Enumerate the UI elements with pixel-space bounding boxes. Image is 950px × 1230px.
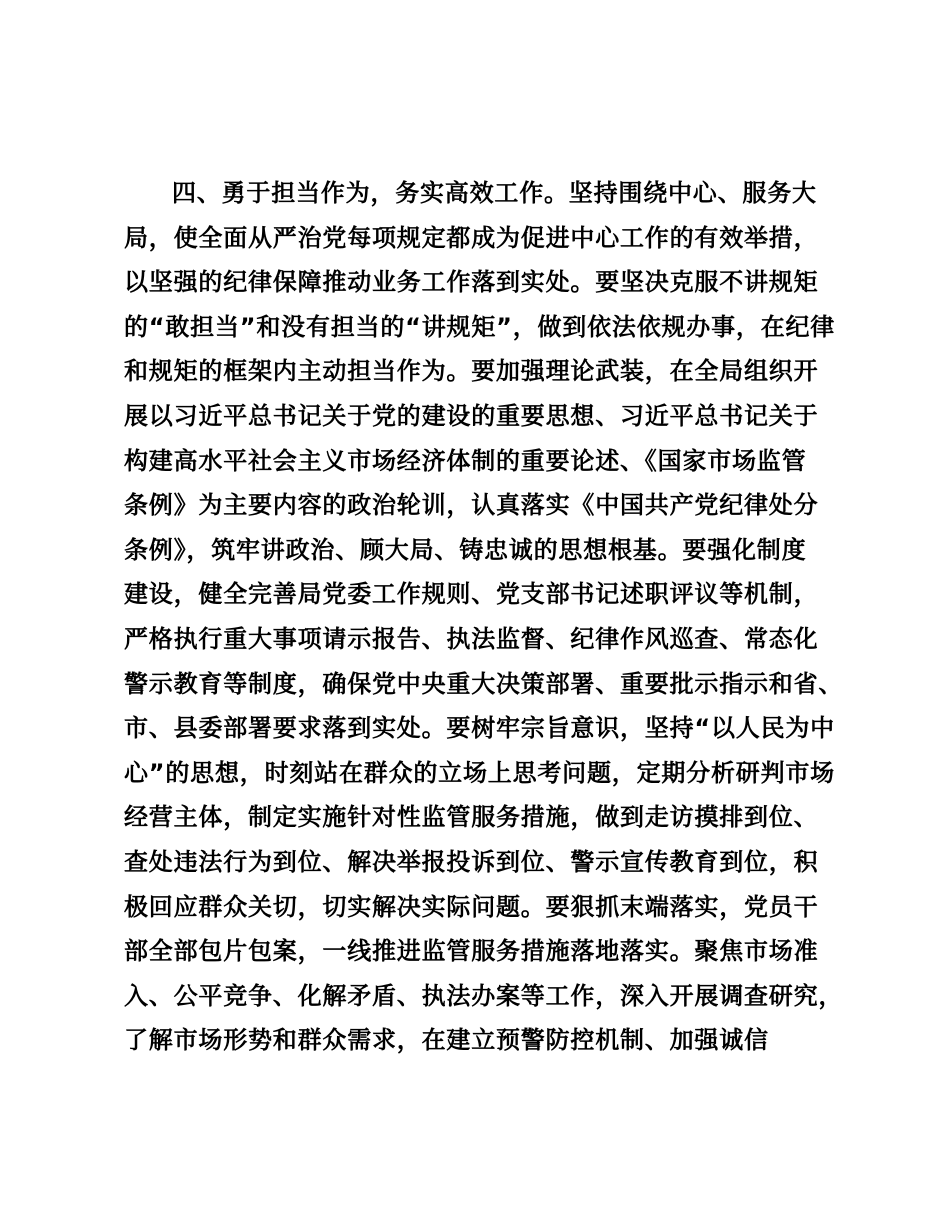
paragraph-line: 条例》，筑牢讲政治、顾大局、铸忠诚的思想根基。要强化制度 — [124, 535, 807, 564]
paragraph-line: 以坚强的纪律保障推动业务工作落到实处。要坚决克服不讲规矩 — [124, 268, 819, 297]
paragraph-line: 建设，健全完善局党委工作规则、党支部书记述职评议等机制， — [124, 580, 819, 609]
body-paragraph — [124, 171, 864, 1063]
paragraph-line: 警示教育等制度，确保党中央重大决策部署、重要批示指示和省、 — [124, 669, 844, 698]
paragraph-line: 心”的思想，时刻站在群众的立场上思考问题，定期分析研判市场 — [124, 758, 835, 787]
paragraph-line: 四、勇于担当作为，务实高效工作。坚持围绕中心、服务大 — [172, 179, 817, 207]
paragraph-line: 构建高水平社会主义市场经济体制的重要论述、《国家市场监管 — [124, 446, 807, 475]
paragraph-line: 局，使全面从严治党每项规定都成为促进中心工作的有效举措， — [124, 223, 819, 252]
paragraph-line: 经营主体，制定实施针对性监管服务措施，做到走访摸排到位、 — [124, 803, 819, 832]
paragraph-line: 条例》为主要内容的政治轮训，认真落实《中国共产党纪律处分 — [124, 491, 819, 520]
paragraph-line: 了解市场形势和群众需求，在建立预警防控机制、加强诚信 — [124, 1026, 769, 1055]
paragraph-line: 入、公平竞争、化解矛盾、执法办案等工作，深入开展调查研究， — [124, 981, 844, 1010]
paragraph-line: 的“敢担当”和没有担当的“讲规矩”，做到依法依规办事，在纪律 — [124, 312, 836, 341]
paragraph-line: 极回应群众关切，切实解决实际问题。要狠抓末端落实，党员干 — [124, 892, 819, 921]
paragraph-line: 部全部包片包案，一线推进监管服务措施落地落实。聚焦市场准 — [124, 937, 819, 966]
paragraph-line: 展以习近平总书记关于党的建设的重要思想、习近平总书记关于 — [124, 401, 819, 430]
paragraph-line: 查处违法行为到位、解决举报投诉到位、警示宣传教育到位，积 — [124, 847, 819, 876]
paragraph-line: 严格执行重大事项请示报告、执法监督、纪律作风巡查、常态化 — [124, 624, 819, 653]
paragraph-line: 和规矩的框架内主动担当作为。要加强理论武装，在全局组织开 — [124, 357, 819, 386]
paragraph-line: 市、县委部署要求落到实处。要树牢宗旨意识，坚持“以人民为中 — [124, 714, 835, 743]
